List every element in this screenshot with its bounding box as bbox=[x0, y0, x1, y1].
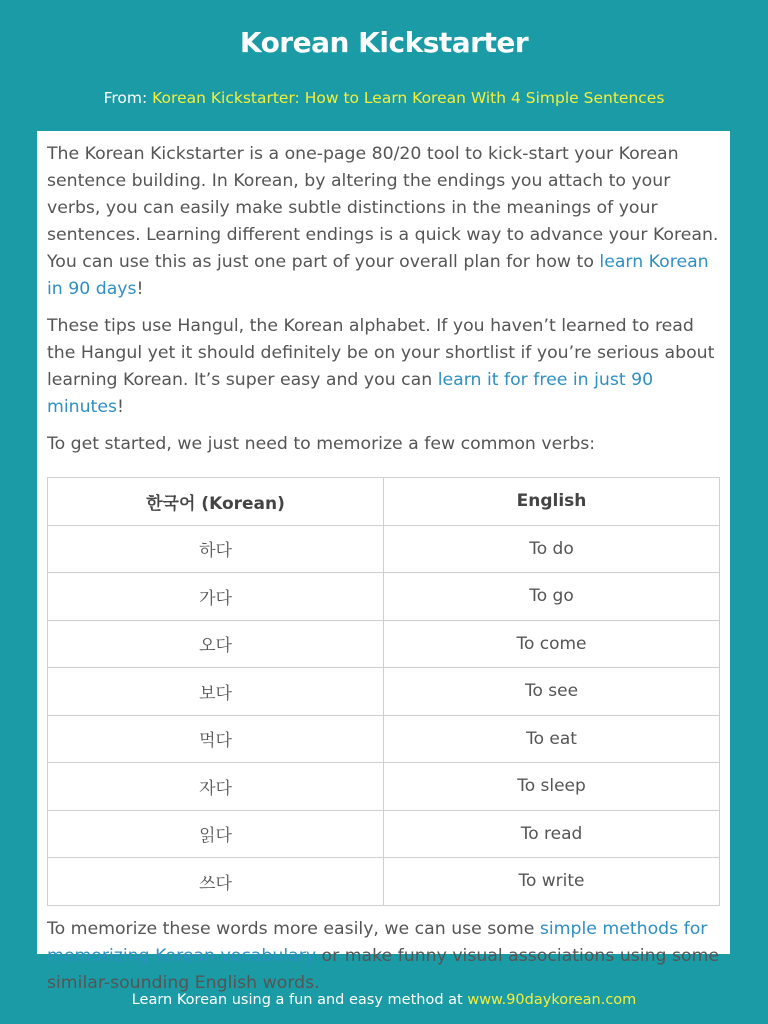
closing-suffix: or make funny visual associations using some similar-sounding English words. bbox=[47, 945, 720, 993]
footer bbox=[0, 992, 768, 1008]
english-verb-cell: To come bbox=[384, 620, 720, 668]
korean-verb-cell: 자다 bbox=[48, 763, 384, 811]
memorizing-vocabulary-link[interactable]: simple methods for memorizing Korean vocabulary bbox=[47, 918, 708, 966]
english-verb-cell: To write bbox=[384, 858, 720, 906]
verbs-intro-paragraph: To get started, we just need to memorize a few common verbs: bbox=[47, 434, 596, 454]
table-row bbox=[48, 525, 720, 573]
source-article-link[interactable]: Korean Kickstarter: How to Learn Korean With 4 Simple Sentences bbox=[152, 89, 665, 107]
korean-verb-cell: 쓰다 bbox=[48, 858, 384, 906]
table-row bbox=[48, 858, 720, 906]
korean-verb-cell: 먹다 bbox=[48, 715, 384, 763]
table-header-row bbox=[48, 478, 720, 526]
hangul-tip-paragraph bbox=[47, 313, 720, 421]
english-verb-cell: To read bbox=[384, 810, 720, 858]
hangul-tip-suffix: ! bbox=[116, 397, 124, 417]
verbs-table bbox=[47, 477, 720, 906]
website-link[interactable]: www.90daykorean.com bbox=[467, 992, 637, 1008]
header-english: English bbox=[384, 478, 720, 526]
header-korean: 한국어 (Korean) bbox=[48, 478, 384, 526]
intro-paragraph bbox=[47, 141, 720, 303]
closing-paragraph bbox=[47, 916, 720, 997]
english-verb-cell: To do bbox=[384, 525, 720, 573]
table-row bbox=[48, 573, 720, 621]
english-verb-cell: To see bbox=[384, 668, 720, 716]
table-row bbox=[48, 715, 720, 763]
content-card bbox=[37, 131, 730, 993]
learn-hangul-free-link[interactable]: learn it for free in just 90 minutes bbox=[47, 370, 654, 417]
footer-text: Learn Korean using a fun and easy method at bbox=[131, 992, 468, 1008]
closing-text: To memorize these words more easily, we can use some bbox=[47, 918, 540, 939]
korean-verb-cell: 보다 bbox=[48, 668, 384, 716]
page-title: Korean Kickstarter bbox=[239, 26, 529, 59]
english-verb-cell: To go bbox=[384, 573, 720, 621]
hangul-tip-text: These tips use Hangul, the Korean alphabet. If you haven’t learned to read the Hangul yet it should definitely be on your shortlist if you’re serious about learning Korean. It’s super easy and you can bbox=[47, 316, 715, 390]
korean-verb-cell: 가다 bbox=[48, 573, 384, 621]
english-verb-cell: To eat bbox=[384, 715, 720, 763]
source-prefix: From: bbox=[103, 89, 153, 107]
table-row bbox=[48, 810, 720, 858]
table-row bbox=[48, 668, 720, 716]
learn-korean-90-days-link[interactable]: learn Korean in 90 days bbox=[47, 252, 709, 299]
table-row bbox=[48, 620, 720, 668]
english-verb-cell: To sleep bbox=[384, 763, 720, 811]
intro-text: The Korean Kickstarter is a one-page 80/20 tool to kick-start your Korean sentence building. In Korean, by altering the endings you attach to your verbs, you can easily make subtle distinctions in the meanings of your sentences. Learning different endings is a quick way to advance your Korean. You can use this as just one part of your overall plan for how to bbox=[47, 144, 719, 272]
intro-suffix: ! bbox=[136, 279, 144, 299]
korean-verb-cell: 읽다 bbox=[48, 810, 384, 858]
korean-verb-cell: 하다 bbox=[48, 525, 384, 573]
korean-verb-cell: 오다 bbox=[48, 620, 384, 668]
source-line bbox=[0, 89, 768, 107]
table-row bbox=[48, 763, 720, 811]
